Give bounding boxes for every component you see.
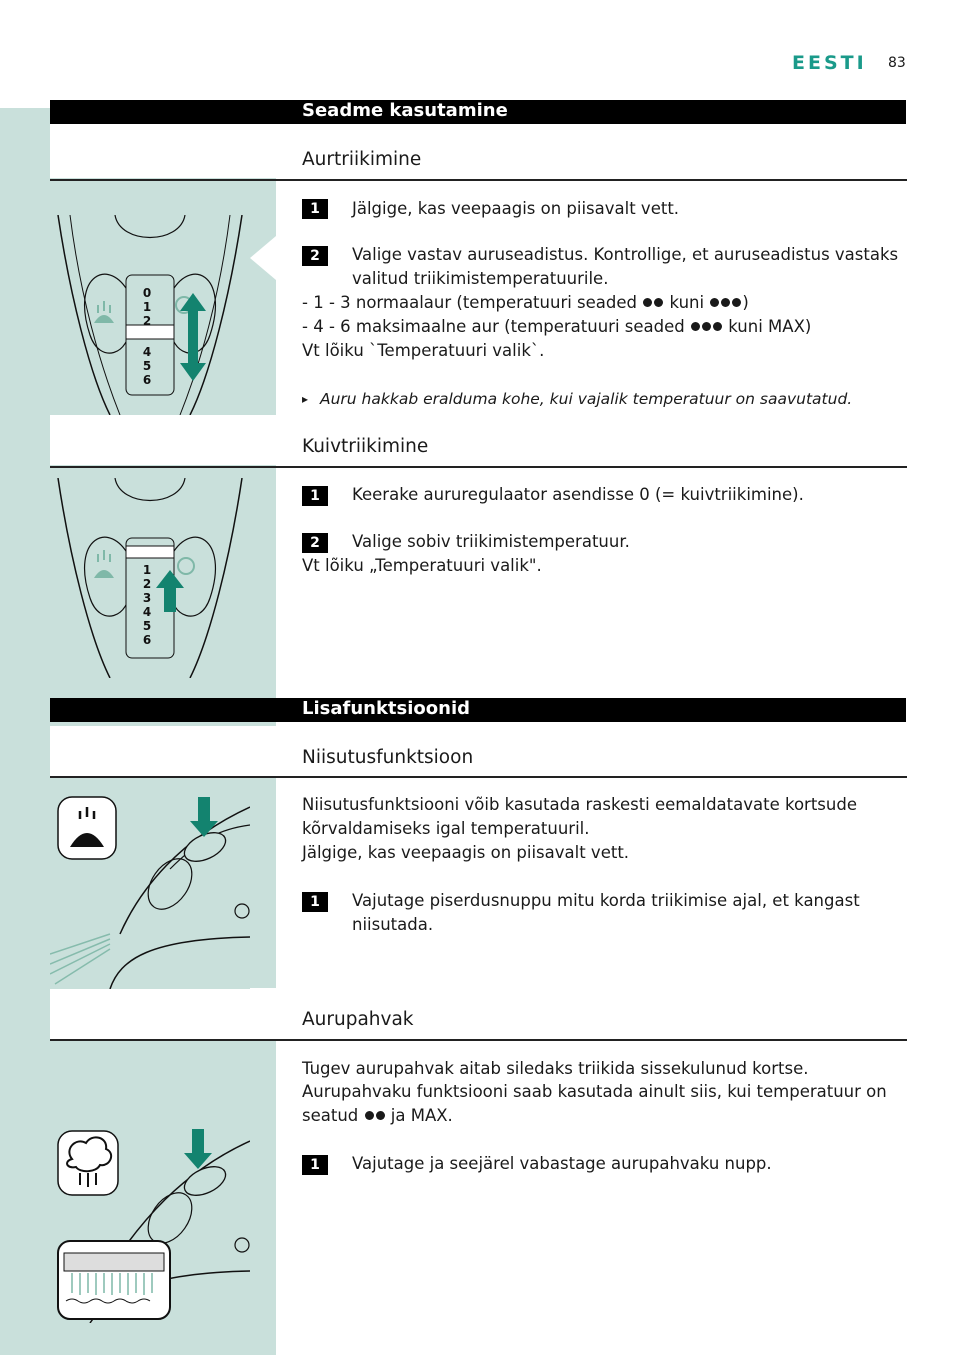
svg-text:0: 0	[142, 286, 152, 300]
sidebar-gap	[50, 726, 276, 776]
sidebar-gap	[50, 415, 276, 465]
body-text: seatud	[302, 1106, 359, 1125]
option-line-max	[302, 315, 908, 339]
divider	[50, 1039, 907, 1041]
svg-text:5: 5	[142, 359, 152, 373]
step-text: Vajutage ja seejärel vabastage aurupahvaku nupp.	[352, 1154, 772, 1173]
step-number: 1	[302, 199, 328, 219]
option-line-normal	[302, 291, 908, 315]
svg-text:6: 6	[142, 373, 152, 387]
section-title-use: Seadme kasutamine	[302, 100, 508, 121]
step-number: 1	[302, 892, 328, 912]
dot-icon	[365, 1111, 374, 1120]
option-text: kuni	[669, 293, 705, 312]
step-number: 2	[302, 533, 328, 553]
step-number: 1	[302, 1155, 328, 1175]
svg-text:3: 3	[142, 591, 152, 605]
divider	[50, 776, 907, 778]
dot-icon	[376, 1111, 385, 1120]
step-number: 1	[302, 486, 328, 506]
svg-text:6: 6	[142, 633, 152, 647]
option-text: - 4 - 6 maksimaalne aur (temperatuuri seaded	[302, 317, 685, 336]
steam-shot-illustration	[50, 1123, 250, 1323]
dot-icon	[721, 298, 730, 307]
subheading-steam: Aurtriikimine	[302, 149, 422, 170]
svg-text:4: 4	[142, 345, 152, 359]
reference-text: Vt lõiku `Temperatuuri valik`.	[302, 341, 545, 360]
svg-text:2: 2	[142, 577, 152, 591]
pointer-arrow	[250, 236, 276, 280]
dot-icon	[732, 298, 741, 307]
body-text: Aurupahvaku funktsiooni saab kasutada ainult siis, kui temperatuur on	[302, 1082, 887, 1101]
language-label: EESTI	[792, 52, 867, 74]
step-text: Vajutage piserdusnuppu mitu korda triikimise ajal, et kangast niisutada.	[352, 891, 860, 934]
svg-text:4: 4	[142, 605, 152, 619]
sidebar-gap	[50, 988, 276, 1040]
svg-text:1: 1	[142, 563, 152, 577]
dot-icon	[710, 298, 719, 307]
step-text: Keerake aururegulaator asendisse 0 (= kuivtriikimine).	[352, 485, 804, 504]
body-text-with-dots	[302, 1104, 908, 1128]
section-header-bar	[50, 698, 906, 722]
body-text: Niisutusfunktsiooni võib kasutada raskesti eemaldatavate kortsude	[302, 795, 857, 814]
body-text: kõrvaldamiseks igal temperatuuril.	[302, 819, 590, 838]
triangle-bullet-icon: ▸	[302, 392, 309, 406]
divider	[50, 466, 907, 468]
dot-icon	[702, 322, 711, 331]
dot-icon	[691, 322, 700, 331]
body-text: Jälgige, kas veepaagis on piisavalt vett.	[302, 843, 630, 862]
note-text: Auru hakkab eralduma kohe, kui vajalik temperatuur on saavutatud.	[320, 390, 853, 408]
step-text: Jälgige, kas veepaagis on piisavalt vett.	[352, 199, 680, 218]
divider	[50, 179, 907, 181]
subheading-dry: Kuivtriikimine	[302, 436, 429, 457]
page-number: 83	[888, 55, 906, 71]
step-number: 2	[302, 246, 328, 266]
body-text: Tugev aurupahvak aitab siledaks triikida sissekulunud kortse.	[302, 1059, 809, 1078]
reference-text: Vt lõiku „Temperatuuri valik".	[302, 556, 542, 575]
subheading-spray: Niisutusfunktsioon	[302, 747, 474, 768]
iron-illustration	[50, 789, 250, 989]
dot-icon	[654, 298, 663, 307]
svg-text:2: 2	[142, 314, 152, 328]
section-title-extra: Lisafunktsioonid	[302, 698, 471, 719]
dot-icon	[713, 322, 722, 331]
option-text: kuni MAX)	[728, 317, 812, 336]
steam-dial-illustration	[50, 215, 250, 415]
svg-text:5: 5	[142, 619, 152, 633]
option-text: - 1 - 3 normaalaur (temperatuuri seaded	[302, 293, 638, 312]
subheading-shot: Aurupahvak	[302, 1009, 414, 1030]
step-text: Valige sobiv triikimistemperatuur.	[352, 532, 630, 551]
option-text: )	[742, 293, 749, 312]
step-text: Valige vastav auruseadistus. Kontrollige, et auruseadistus vastaks valitud triikimistemperatuurile.	[352, 245, 899, 288]
body-text: ja MAX.	[390, 1106, 453, 1125]
dry-dial-illustration	[50, 478, 250, 678]
dot-icon	[643, 298, 652, 307]
svg-text:1: 1	[142, 300, 152, 314]
